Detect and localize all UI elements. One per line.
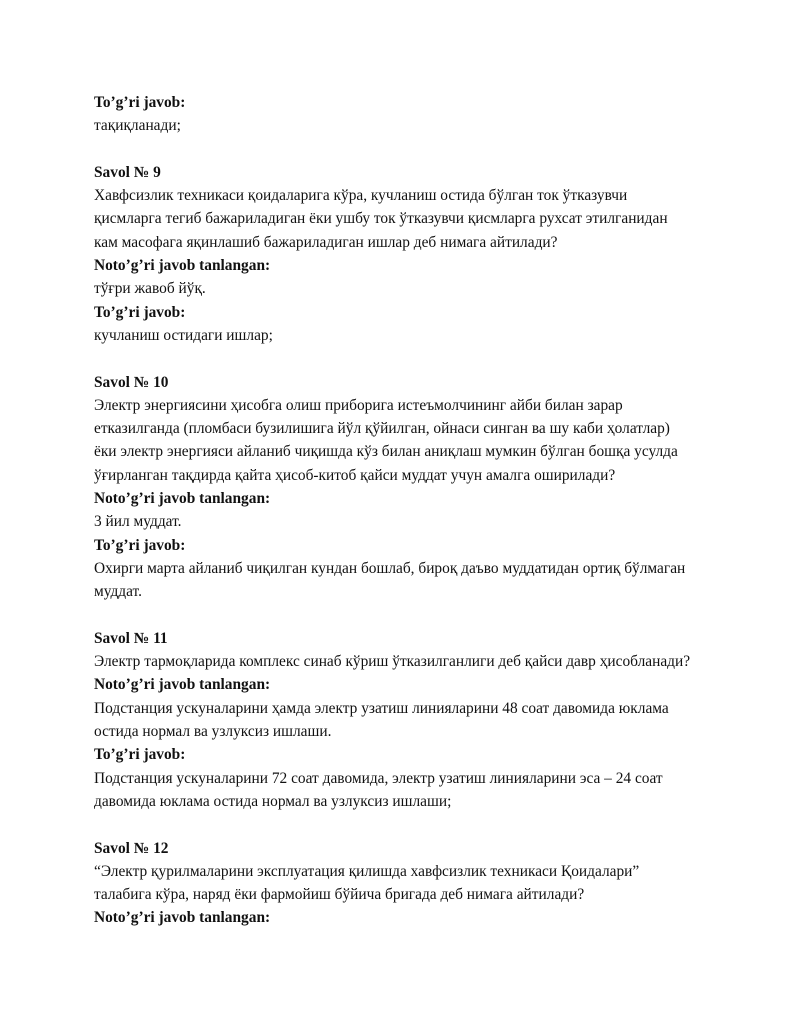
correct-answer-label: To’g’ri javob:	[94, 94, 186, 111]
question-title: Savol № 10	[94, 373, 169, 391]
wrong-answer-label: Noto’g’ri javob tanlangan:	[94, 909, 271, 927]
correct-answer-text: кучланиш остидаги ишлар;	[94, 326, 273, 344]
question-text: талабига кўра, наряд ёки фармойиш бўйича бригада деб нимага айтилади?	[94, 886, 585, 904]
spacer	[94, 813, 740, 836]
question-title: Savol № 11	[94, 629, 168, 647]
correct-answer-label: To’g’ri javob:	[94, 746, 186, 764]
wrong-answer-label: Noto’g’ri javob tanlangan:	[94, 676, 271, 694]
question-title: Savol № 12	[94, 839, 169, 857]
question-block-9	[94, 161, 740, 347]
question-text: кам масофага яқинлашиб бажариладиган ишлар деб нимага айтилади?	[94, 233, 558, 251]
question-title: Savol № 9	[94, 163, 161, 181]
spacer	[94, 138, 740, 161]
spacer	[94, 604, 740, 627]
wrong-answer-label: Noto’g’ri javob tanlangan:	[94, 490, 271, 508]
correct-answer-text: Охирги марта айланиб чиқилган кундан бошлаб, бироқ даъво муддатидан ортиқ бўлмаган	[94, 559, 686, 577]
wrong-answer-text: остида нормал ва узлуксиз ишлаши.	[94, 723, 332, 741]
correct-answer-label: To’g’ri javob:	[94, 303, 186, 321]
correct-answer-label: To’g’ri javob:	[94, 536, 186, 554]
question-text: қисмларга тегиб бажариладиган ёки ушбу ток ўтказувчи қисмларга рухсат этилганидан	[94, 210, 668, 228]
question-text: Хавфсизлик техникаси қоидаларига кўра, кучланиш остида бўлган ток ўтказувчи	[94, 187, 628, 205]
wrong-answer-text: 3 йил муддат.	[94, 513, 182, 531]
correct-answer-text: тақиқланади;	[94, 117, 181, 135]
wrong-answer-text: тўғри жавоб йўқ.	[94, 280, 206, 298]
correct-answer-text: давомида юклама остида нормал ва узлуксиз ишлаши;	[94, 792, 452, 810]
question-text: Электр тармоқларида комплекс синаб кўриш ўтказилганлиги деб қайси давр ҳисобланади?	[94, 653, 691, 671]
question-text: етказилганда (пломбаси бузилишига йўл қўйилган, ойнаси синган ва шу каби ҳолатлар)	[94, 420, 670, 438]
question-block-12	[94, 837, 740, 930]
question-text: Электр энергиясини ҳисобга олиш приборига истеъмолчининг айби билан зарар	[94, 396, 623, 414]
correct-answer-text: Подстанция ускуналарини 72 соат давомида, электр узатиш линияларини эса – 24 соат	[94, 769, 663, 787]
question-text: “Электр қурилмаларини эксплуатация қилишда хавфсизлик техникаси Қоидалари”	[94, 862, 640, 880]
question-text: ўғирланган тақдирда қайта ҳисоб-китоб қайси муддат учун амалга оширилади?	[94, 466, 616, 484]
correct-answer-text: муддат.	[94, 583, 142, 601]
question-block-10	[94, 371, 740, 604]
question-block-11	[94, 627, 740, 813]
wrong-answer-text: Подстанция ускуналарини ҳамда электр узатиш линияларини 48 соат давомида юклама	[94, 699, 669, 717]
spacer	[94, 347, 740, 370]
question-text: ёки электр энергияси айланиб чиқишда кўз билан аниқлаш мумкин бўлган бошқа усулда	[94, 443, 678, 461]
wrong-answer-label: Noto’g’ri javob tanlangan:	[94, 257, 271, 275]
